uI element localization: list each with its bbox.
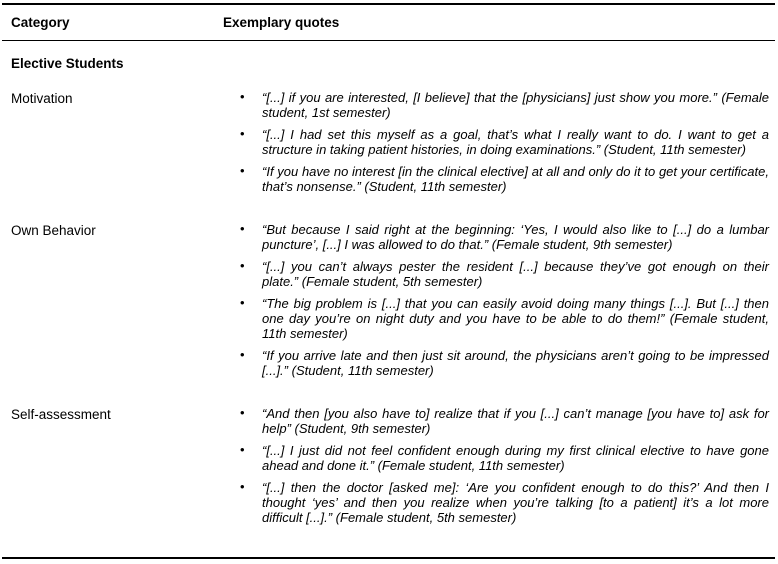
- quote-item: [223, 164, 769, 194]
- quote-text: “If you arrive late and then just sit around, the physicians aren’t going to be impressed [...].” (Student, 11th semester): [262, 348, 769, 378]
- table-row: [2, 90, 775, 201]
- category-cell: Motivation: [11, 91, 73, 106]
- category-cell: Self-assessment: [11, 407, 111, 422]
- quote-item: [223, 348, 769, 378]
- quote-text: “But because I said right at the beginning: ‘Yes, I would also like to [...] do a lumbar puncture’, [...] I was allowed to do that.” (Female student, 9th semester): [262, 222, 769, 252]
- quote-list: [223, 222, 769, 378]
- bullet-icon: •: [240, 126, 245, 141]
- bullet-icon: •: [240, 163, 245, 178]
- quote-text: “[...] I just did not feel confident enough during my first clinical elective to have gone ahead and done it.” (Female student, 11th semester): [262, 443, 769, 473]
- bullet-icon: •: [240, 295, 245, 310]
- quote-item: [223, 127, 769, 157]
- bullet-icon: •: [240, 258, 245, 273]
- quote-text: “[...] I had set this myself as a goal, that’s what I really want to do. I want to get a structure in taking patient histories, in doing examinations.” (Student, 11th semester): [262, 127, 769, 157]
- quote-item: [223, 296, 769, 341]
- quote-text: “The big problem is [...] that you can easily avoid doing many things [...]. But [...] then one day you’re on night duty and you have to be able to do them!” (Female student, 11th semester): [262, 296, 769, 341]
- quote-text: “[...] if you are interested, [I believe] that the [physicians] just show you more.” (Female student, 1st semester): [262, 90, 769, 120]
- quote-item: [223, 443, 769, 473]
- category-cell: Own Behavior: [11, 223, 96, 238]
- bullet-icon: •: [240, 405, 245, 420]
- quote-text: “[...] you can’t always pester the resident [...] because they’ve got enough on their plate.” (Female student, 5th semester): [262, 259, 769, 289]
- quote-item: [223, 480, 769, 525]
- quote-list: [223, 406, 769, 525]
- quotes-table: [2, 3, 775, 553]
- table-header-row: [2, 5, 775, 40]
- table-row: [2, 406, 775, 532]
- table-rows: [2, 90, 775, 532]
- table-row: [2, 222, 775, 385]
- section-title-elective-students: Elective Students: [11, 56, 124, 71]
- bullet-icon: •: [240, 347, 245, 362]
- quote-item: [223, 222, 769, 252]
- bottom-rule: [2, 557, 775, 559]
- header-exemplary-quotes: Exemplary quotes: [223, 15, 340, 30]
- quote-text: “And then [you also have to] realize that if you [...] can’t manage [you have to] ask for help” (Student, 9th semester): [262, 406, 769, 436]
- bullet-icon: •: [240, 221, 245, 236]
- quote-text: “If you have no interest [in the clinical elective] at all and only do it to get your certificate, that’s nonsense.” (Student, 11th semester): [262, 164, 769, 194]
- quote-text: “[...] then the doctor [asked me]: ‘Are you confident enough to do this?’ And then I thought ‘yes’ and then you realize when you’re talking [to a patient] it’s a lot more difficult [...].” (Female student, 5th semester): [262, 480, 769, 525]
- bullet-icon: •: [240, 442, 245, 457]
- bullet-icon: •: [240, 479, 245, 494]
- quote-item: [223, 259, 769, 289]
- header-category: Category: [11, 15, 70, 30]
- bullet-icon: •: [240, 89, 245, 104]
- quote-item: [223, 406, 769, 436]
- quote-list: [223, 90, 769, 194]
- quote-item: [223, 90, 769, 120]
